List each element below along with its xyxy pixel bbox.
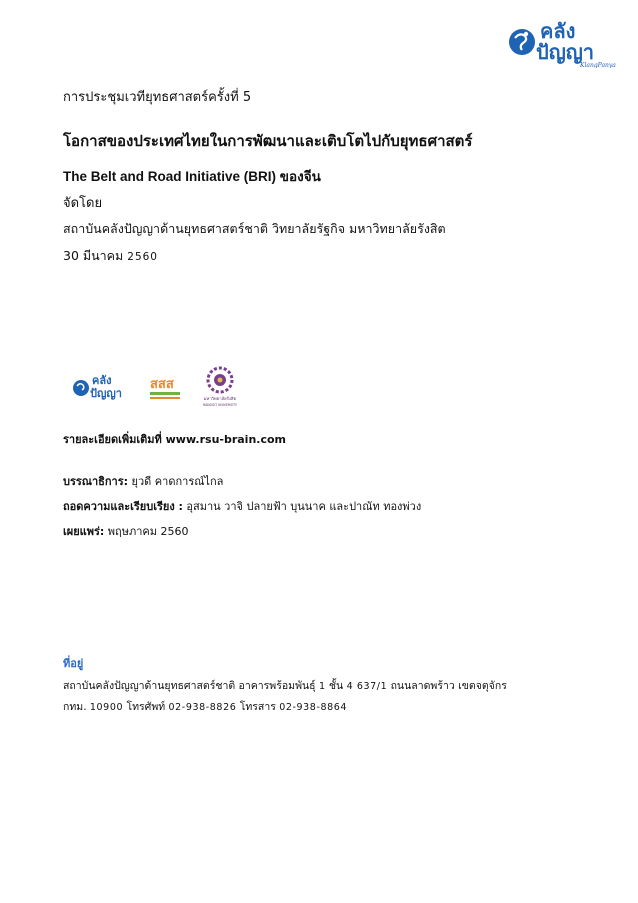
transcription-value: อุสมาน วาจิ ปลายฟ้า บุนนาค และปาณัท ทองพ่วง <box>182 500 422 513</box>
organized-by-label: จัดโดย <box>63 196 103 211</box>
partner-logos <box>72 364 242 408</box>
address-line-1-part-a: สถาบันคลังปัญญาด้านยุทธศาสตร์ชาติ อาคารพร้อมพันธุ์ <box>63 680 319 692</box>
editor-label: บรรณาธิการ: <box>63 475 129 488</box>
address-line-1 <box>63 677 507 694</box>
seal-caption-en: RANGSIT UNIVERSITY <box>203 403 237 407</box>
editor-value: ยุวดี คาดการณ์ไกล <box>128 475 224 488</box>
logo-small-line2: ปัญญา <box>90 387 122 400</box>
more-info-line: รายละเอียดเพิ่มเติมที่ www.rsu-brain.com <box>63 433 287 446</box>
address-line-2 <box>63 698 347 715</box>
transcription-line <box>63 497 421 515</box>
address-postcode: 10900 <box>89 702 124 713</box>
logo-top-tagline: KlangPanya <box>580 62 616 68</box>
publish-line <box>63 522 189 540</box>
event-date <box>63 246 158 266</box>
address-line-1-part-b: ชั้น <box>325 680 347 692</box>
event-date-year: 2560 <box>127 251 158 263</box>
publish-label: เผยแพร่: <box>63 525 105 538</box>
logo-small-line1: คลัง <box>92 374 112 387</box>
organizers: สถาบันคลังปัญญาด้านยุทธศาสตร์ชาติ วิทยาลัยรัฐกิจ มหาวิทยาลัยรังสิต <box>63 221 446 236</box>
event-date-day-month: 30 มีนาคม <box>63 248 128 263</box>
seal-caption-th: มหาวิทยาลัยรังสิต <box>203 396 237 401</box>
transcription-label: ถอดความและเรียบเรียง : <box>63 500 183 513</box>
klangpanya-logo-top <box>506 12 624 68</box>
conference-series: การประชุมเวทียุทธศาสตร์ครั้งที่ 5 <box>63 90 252 105</box>
address-house-number: 4 637/1 <box>346 681 388 692</box>
document-title: โอกาสของประเทศไทยในการพัฒนาและเติบโตไปกับยุทธศาสตร์ <box>63 132 473 150</box>
address-heading: ที่อยู่ <box>63 657 84 670</box>
address-phone-label: โทรศัพท์ <box>123 701 169 713</box>
address-building-floor-num: 1 <box>318 681 326 692</box>
logo-top-line2: ปัญญา <box>536 40 595 64</box>
sss-logo <box>148 368 184 404</box>
publish-value: พฤษภาคม 2560 <box>104 525 189 538</box>
sss-logo-text: สสส <box>150 377 174 392</box>
rangsit-university-seal <box>198 364 242 408</box>
klangpanya-logo-small <box>72 366 134 406</box>
logo-top-line1: คลัง <box>540 19 576 43</box>
document-subtitle: The Belt and Road Initiative (BRI) ของจีน <box>63 169 321 184</box>
address-fax-number: 02-938-8864 <box>279 702 348 713</box>
address-phone-number: 02-938-8826 <box>168 702 237 713</box>
address-line-2-part-a: กทม. <box>63 701 90 713</box>
address-line-1-part-c: ถนนลาดพร้าว เขตจตุจักร <box>387 680 507 692</box>
address-fax-label: โทรสาร <box>236 701 280 713</box>
editor-line <box>63 472 223 490</box>
